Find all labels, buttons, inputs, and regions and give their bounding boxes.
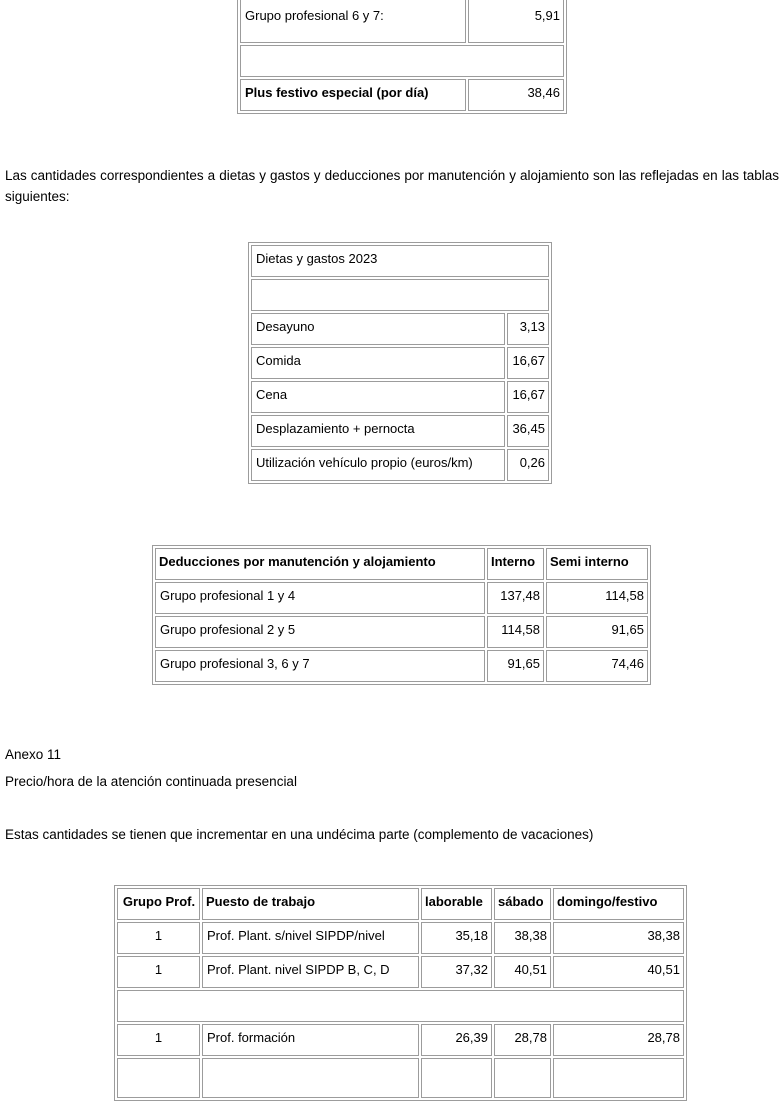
column-header: Puesto de trabajo <box>202 888 419 920</box>
cell-label: Grupo profesional 2 y 5 <box>155 616 485 648</box>
cell-value: 35,18 <box>421 922 492 954</box>
table-title: Dietas y gastos 2023 <box>251 245 549 277</box>
table-header-row <box>155 548 648 580</box>
cell-value: 38,38 <box>494 922 551 954</box>
cell-label: Desplazamiento + pernocta <box>251 415 505 447</box>
cell-grupo: 1 <box>117 922 200 954</box>
table-row-empty <box>240 45 564 77</box>
cell-value: 91,65 <box>546 616 648 648</box>
cell-value: 0,26 <box>507 449 549 481</box>
cell-empty <box>494 1058 551 1098</box>
table-row <box>251 415 549 447</box>
intro-paragraph: Las cantidades correspondientes a dietas y gastos y deducciones por manutención y alojamiento son las reflejadas en las tablas siguientes: <box>5 168 779 204</box>
column-header: Deducciones por manutención y alojamiento <box>155 548 485 580</box>
cell-value: 137,48 <box>487 582 544 614</box>
cell-value: 26,39 <box>421 1024 492 1056</box>
table-row-empty <box>117 990 684 1022</box>
cell-value: 16,67 <box>507 381 549 413</box>
cell-label: Utilización vehículo propio (euros/km) <box>251 449 505 481</box>
deducciones-table <box>152 545 651 685</box>
cell-value: 28,78 <box>553 1024 684 1056</box>
cell-empty <box>117 1058 200 1098</box>
cell-empty <box>240 45 564 77</box>
cell-value: 37,32 <box>421 956 492 988</box>
cell-label: Desayuno <box>251 313 505 345</box>
cell-empty <box>202 1058 419 1098</box>
column-header: sábado <box>494 888 551 920</box>
cell-label: Grupo profesional 1 y 4 <box>155 582 485 614</box>
cell-grupo: 1 <box>117 1024 200 1056</box>
table-row <box>251 381 549 413</box>
cell-label: Cena <box>251 381 505 413</box>
cell-empty <box>553 1058 684 1098</box>
table-title-row <box>251 245 549 277</box>
cell-value: 3,13 <box>507 313 549 345</box>
anexo-subtitle: Precio/hora de la atención continuada presencial <box>5 774 297 789</box>
cell-value: 74,46 <box>546 650 648 682</box>
cell-label: Plus festivo especial (por día) <box>240 79 466 111</box>
cell-label: Comida <box>251 347 505 379</box>
cell-empty <box>117 990 684 1022</box>
table-row <box>155 616 648 648</box>
cell-value: 114,58 <box>487 616 544 648</box>
table-header-row <box>117 888 684 920</box>
column-header: domingo/festivo <box>553 888 684 920</box>
cell-value: 5,91 <box>468 0 564 43</box>
cell-label: Grupo profesional 6 y 7: <box>240 0 466 43</box>
cell-value: 28,78 <box>494 1024 551 1056</box>
column-header: Interno <box>487 548 544 580</box>
cell-value: 16,67 <box>507 347 549 379</box>
cell-value: 38,38 <box>553 922 684 954</box>
table-row <box>155 582 648 614</box>
cell-value: 40,51 <box>494 956 551 988</box>
table-row <box>240 79 564 111</box>
cell-label: Grupo profesional 3, 6 y 7 <box>155 650 485 682</box>
cell-value: 114,58 <box>546 582 648 614</box>
cell-empty <box>251 279 549 311</box>
cell-puesto: Prof. Plant. nivel SIPDP B, C, D <box>202 956 419 988</box>
cell-value: 40,51 <box>553 956 684 988</box>
cell-grupo: 1 <box>117 956 200 988</box>
table-row <box>155 650 648 682</box>
table-row <box>117 922 684 954</box>
cell-empty <box>421 1058 492 1098</box>
column-header: laborable <box>421 888 492 920</box>
table-row <box>240 0 564 43</box>
plus-festivo-table <box>237 0 567 114</box>
table-row <box>251 347 549 379</box>
cell-puesto: Prof. formación <box>202 1024 419 1056</box>
table-row-empty <box>251 279 549 311</box>
precio-hora-table <box>114 885 687 1101</box>
table-row <box>251 313 549 345</box>
table-row <box>251 449 549 481</box>
vacaciones-note: Estas cantidades se tienen que incrementar en una undécima parte (complemento de vacaciones) <box>5 827 594 842</box>
table-row <box>117 1024 684 1056</box>
column-header: Semi interno <box>546 548 648 580</box>
cell-value: 38,46 <box>468 79 564 111</box>
anexo-title: Anexo 11 <box>5 747 62 762</box>
cell-puesto: Prof. Plant. s/nivel SIPDP/nivel <box>202 922 419 954</box>
table-row-partial <box>117 1058 684 1098</box>
table-row <box>117 956 684 988</box>
column-header: Grupo Prof. <box>117 888 200 920</box>
dietas-table <box>248 242 552 484</box>
cell-value: 36,45 <box>507 415 549 447</box>
cell-value: 91,65 <box>487 650 544 682</box>
